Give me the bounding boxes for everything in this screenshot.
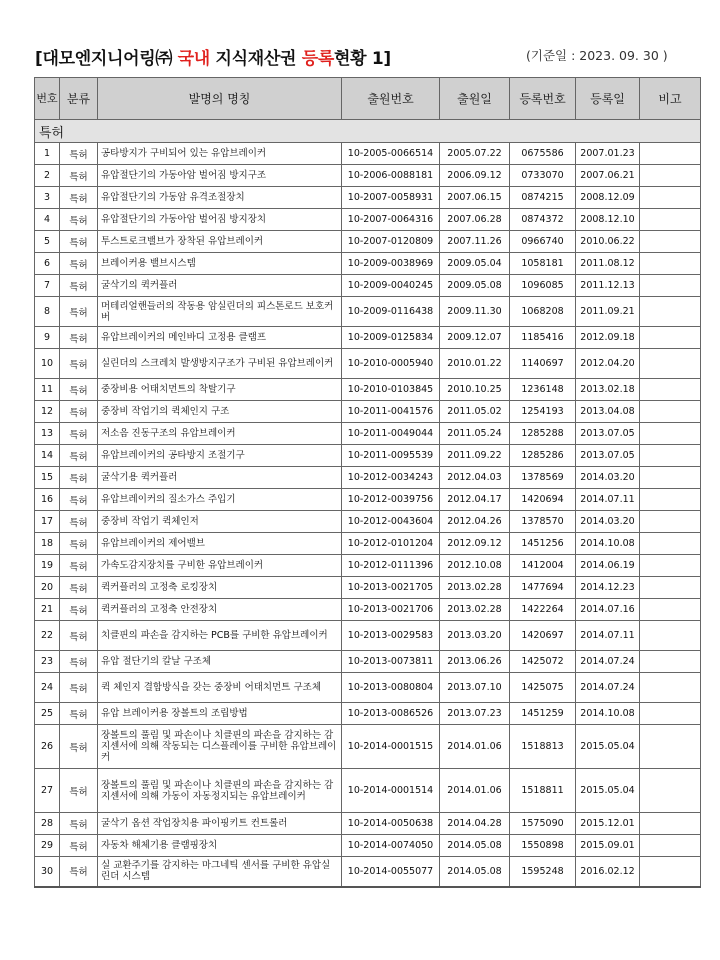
- col-header-no: 번호: [35, 78, 60, 120]
- cell-reg-date: 2013.02.18: [576, 379, 640, 401]
- cell-no: 16: [35, 489, 60, 511]
- cell-app-date: 2007.06.28: [440, 209, 510, 231]
- cell-type: 특허: [60, 703, 98, 725]
- table-row: [35, 725, 701, 769]
- cell-reg-no: 1518813: [510, 725, 576, 769]
- cell-app-no: 10-2014-0055077: [342, 857, 440, 887]
- cell-app-date: 2014.05.08: [440, 857, 510, 887]
- cell-note: [640, 187, 701, 209]
- cell-reg-date: 2010.06.22: [576, 231, 640, 253]
- table-row: [35, 231, 701, 253]
- category-label: 특허: [35, 120, 701, 143]
- cell-reg-no: 1425072: [510, 651, 576, 673]
- cell-reg-date: 2014.06.19: [576, 555, 640, 577]
- cell-no: 30: [35, 857, 60, 887]
- cell-reg-date: 2013.07.05: [576, 423, 640, 445]
- cell-reg-no: 1096085: [510, 275, 576, 297]
- cell-reg-no: 1140697: [510, 349, 576, 379]
- cell-app-no: 10-2013-0029583: [342, 621, 440, 651]
- cell-type: 특허: [60, 253, 98, 275]
- table-row: [35, 327, 701, 349]
- col-header-app-no: 출원번호: [342, 78, 440, 120]
- cell-app-date: 2013.07.23: [440, 703, 510, 725]
- table-row: [35, 253, 701, 275]
- patent-table: [34, 77, 701, 888]
- cell-reg-no: 0874372: [510, 209, 576, 231]
- cell-name: 굴삭기의 퀵커플러: [98, 275, 342, 297]
- cell-reg-date: 2011.09.21: [576, 297, 640, 327]
- cell-type: 특허: [60, 349, 98, 379]
- cell-note: [640, 165, 701, 187]
- cell-reg-date: 2014.12.23: [576, 577, 640, 599]
- cell-type: 특허: [60, 379, 98, 401]
- cell-no: 2: [35, 165, 60, 187]
- cell-reg-date: 2012.09.18: [576, 327, 640, 349]
- table-row: [35, 555, 701, 577]
- cell-type: 특허: [60, 555, 98, 577]
- cell-type: 특허: [60, 813, 98, 835]
- cell-reg-no: 0966740: [510, 231, 576, 253]
- cell-reg-date: 2008.12.09: [576, 187, 640, 209]
- table-row: [35, 209, 701, 231]
- cell-name: 유압브레이커의 메인바디 고정용 클램프: [98, 327, 342, 349]
- cell-name: 굴삭기용 퀵커플러: [98, 467, 342, 489]
- cell-app-date: 2009.05.04: [440, 253, 510, 275]
- col-header-reg-date: 등록일: [576, 78, 640, 120]
- table-row: [35, 673, 701, 703]
- cell-no: 5: [35, 231, 60, 253]
- cell-reg-date: 2014.07.24: [576, 673, 640, 703]
- cell-type: 특허: [60, 599, 98, 621]
- cell-app-no: 10-2009-0040245: [342, 275, 440, 297]
- cell-type: 특허: [60, 651, 98, 673]
- cell-reg-no: 1451259: [510, 703, 576, 725]
- cell-app-date: 2012.04.26: [440, 511, 510, 533]
- cell-app-date: 2009.05.08: [440, 275, 510, 297]
- cell-note: [640, 533, 701, 555]
- cell-no: 15: [35, 467, 60, 489]
- cell-app-date: 2012.09.12: [440, 533, 510, 555]
- cell-reg-no: 1378570: [510, 511, 576, 533]
- cell-note: [640, 599, 701, 621]
- cell-name: 가속도감지장치를 구비한 유압브레이커: [98, 555, 342, 577]
- cell-reg-no: 1285288: [510, 423, 576, 445]
- cell-reg-no: 1425075: [510, 673, 576, 703]
- cell-app-no: 10-2012-0034243: [342, 467, 440, 489]
- cell-app-no: 10-2013-0021706: [342, 599, 440, 621]
- cell-note: [640, 725, 701, 769]
- cell-reg-no: 1236148: [510, 379, 576, 401]
- cell-no: 7: [35, 275, 60, 297]
- cell-no: 10: [35, 349, 60, 379]
- cell-app-no: 10-2005-0066514: [342, 143, 440, 165]
- cell-name: 유압브레이커의 질소가스 주입기: [98, 489, 342, 511]
- cell-app-date: 2005.07.22: [440, 143, 510, 165]
- cell-no: 19: [35, 555, 60, 577]
- cell-reg-no: 1595248: [510, 857, 576, 887]
- cell-type: 특허: [60, 445, 98, 467]
- cell-app-no: 10-2013-0086526: [342, 703, 440, 725]
- cell-note: [640, 445, 701, 467]
- cell-note: [640, 327, 701, 349]
- table-row: [35, 275, 701, 297]
- table-row: [35, 835, 701, 857]
- table-row: [35, 857, 701, 887]
- cell-no: 28: [35, 813, 60, 835]
- cell-no: 18: [35, 533, 60, 555]
- cell-name: 투스트로크밸브가 장착된 유압브레이커: [98, 231, 342, 253]
- cell-app-no: 10-2012-0111396: [342, 555, 440, 577]
- cell-app-no: 10-2014-0001514: [342, 769, 440, 813]
- cell-app-date: 2013.02.28: [440, 599, 510, 621]
- cell-app-date: 2013.07.10: [440, 673, 510, 703]
- cell-note: [640, 857, 701, 887]
- cell-app-no: 10-2009-0038969: [342, 253, 440, 275]
- cell-app-no: 10-2009-0116438: [342, 297, 440, 327]
- cell-name: 중장비용 어태치먼트의 착탈기구: [98, 379, 342, 401]
- cell-reg-date: 2014.03.20: [576, 511, 640, 533]
- table-row: [35, 577, 701, 599]
- cell-note: [640, 703, 701, 725]
- cell-note: [640, 275, 701, 297]
- cell-reg-no: 1518811: [510, 769, 576, 813]
- cell-app-no: 10-2013-0073811: [342, 651, 440, 673]
- cell-app-date: 2014.05.08: [440, 835, 510, 857]
- cell-reg-date: 2014.07.16: [576, 599, 640, 621]
- title-part: [대모엔지니어링㈜: [35, 49, 178, 69]
- cell-reg-date: 2014.10.08: [576, 533, 640, 555]
- cell-type: 특허: [60, 577, 98, 599]
- cell-app-no: 10-2007-0064316: [342, 209, 440, 231]
- cell-app-date: 2012.04.03: [440, 467, 510, 489]
- cell-no: 22: [35, 621, 60, 651]
- table-row: [35, 467, 701, 489]
- cell-app-date: 2013.02.28: [440, 577, 510, 599]
- cell-reg-no: 1420694: [510, 489, 576, 511]
- table-row: [35, 489, 701, 511]
- cell-app-date: 2012.10.08: [440, 555, 510, 577]
- cell-reg-no: 1254193: [510, 401, 576, 423]
- cell-type: 특허: [60, 327, 98, 349]
- cell-no: 20: [35, 577, 60, 599]
- cell-no: 9: [35, 327, 60, 349]
- cell-app-no: 10-2010-0103845: [342, 379, 440, 401]
- cell-reg-date: 2014.07.11: [576, 489, 640, 511]
- cell-type: 특허: [60, 467, 98, 489]
- cell-no: 6: [35, 253, 60, 275]
- cell-app-no: 10-2014-0050638: [342, 813, 440, 835]
- cell-name: 머테리얼핸들러의 작동용 암실린더의 피스톤로드 보호커버: [98, 297, 342, 327]
- cell-reg-no: 1451256: [510, 533, 576, 555]
- cell-note: [640, 423, 701, 445]
- cell-app-no: 10-2013-0080804: [342, 673, 440, 703]
- cell-reg-no: 0733070: [510, 165, 576, 187]
- base-date: (기준일 : 2023. 09. 30 ): [526, 48, 668, 63]
- table-row: [35, 621, 701, 651]
- cell-reg-no: 1185416: [510, 327, 576, 349]
- cell-no: 1: [35, 143, 60, 165]
- cell-no: 11: [35, 379, 60, 401]
- cell-name: 실 교환주기를 감지하는 마그네틱 센서를 구비한 유압실린더 시스템: [98, 857, 342, 887]
- cell-no: 26: [35, 725, 60, 769]
- col-header-type: 분류: [60, 78, 98, 120]
- cell-note: [640, 253, 701, 275]
- cell-name: 유압브레이커의 제어밸브: [98, 533, 342, 555]
- cell-reg-date: 2015.12.01: [576, 813, 640, 835]
- cell-app-date: 2010.01.22: [440, 349, 510, 379]
- title-part: 현황 1]: [334, 49, 391, 69]
- cell-reg-date: 2007.06.21: [576, 165, 640, 187]
- table-row: [35, 651, 701, 673]
- cell-name: 장볼트의 풀림 및 파손이나 치클핀의 파손을 감지하는 감지센서에 의해 가동이 자동정지되는 유압브레이커: [98, 769, 342, 813]
- cell-app-no: 10-2014-0074050: [342, 835, 440, 857]
- cell-name: 브레이커용 밸브시스템: [98, 253, 342, 275]
- cell-no: 12: [35, 401, 60, 423]
- cell-type: 특허: [60, 209, 98, 231]
- cell-note: [640, 621, 701, 651]
- cell-type: 특허: [60, 511, 98, 533]
- cell-no: 4: [35, 209, 60, 231]
- table-row: [35, 423, 701, 445]
- cell-no: 13: [35, 423, 60, 445]
- table-row: [35, 813, 701, 835]
- cell-no: 21: [35, 599, 60, 621]
- cell-no: 17: [35, 511, 60, 533]
- cell-type: 특허: [60, 489, 98, 511]
- cell-app-date: 2006.09.12: [440, 165, 510, 187]
- cell-app-date: 2014.04.28: [440, 813, 510, 835]
- cell-app-date: 2009.12.07: [440, 327, 510, 349]
- table-row: [35, 599, 701, 621]
- cell-reg-date: 2013.07.05: [576, 445, 640, 467]
- table-header-row: [35, 78, 701, 120]
- cell-reg-date: 2008.12.10: [576, 209, 640, 231]
- cell-note: [640, 297, 701, 327]
- cell-app-no: 10-2006-0088181: [342, 165, 440, 187]
- cell-note: [640, 673, 701, 703]
- cell-note: [640, 209, 701, 231]
- cell-reg-date: 2013.04.08: [576, 401, 640, 423]
- cell-reg-no: 0874215: [510, 187, 576, 209]
- cell-no: 24: [35, 673, 60, 703]
- cell-name: 자동차 해체기용 클램핑장치: [98, 835, 342, 857]
- table-row: [35, 187, 701, 209]
- cell-reg-no: 1477694: [510, 577, 576, 599]
- cell-note: [640, 489, 701, 511]
- cell-type: 특허: [60, 187, 98, 209]
- cell-reg-date: 2016.02.12: [576, 857, 640, 887]
- cell-app-no: 10-2009-0125834: [342, 327, 440, 349]
- cell-type: 특허: [60, 621, 98, 651]
- table-row: [35, 511, 701, 533]
- cell-type: 특허: [60, 725, 98, 769]
- cell-note: [640, 143, 701, 165]
- cell-no: 8: [35, 297, 60, 327]
- table-row: [35, 379, 701, 401]
- cell-reg-date: 2015.05.04: [576, 725, 640, 769]
- table-row: [35, 533, 701, 555]
- cell-reg-no: 1420697: [510, 621, 576, 651]
- cell-type: 특허: [60, 165, 98, 187]
- cell-reg-date: 2015.09.01: [576, 835, 640, 857]
- col-header-reg-no: 등록번호: [510, 78, 576, 120]
- table-row: [35, 401, 701, 423]
- cell-app-no: 10-2011-0095539: [342, 445, 440, 467]
- cell-name: 장볼트의 풀림 및 파손이나 치클핀의 파손을 감지하는 감지센서에 의해 작동되는 디스플레이를 구비한 유압브레이커: [98, 725, 342, 769]
- cell-reg-no: 1575090: [510, 813, 576, 835]
- cell-note: [640, 651, 701, 673]
- page-title: [35, 44, 391, 69]
- cell-reg-date: 2014.03.20: [576, 467, 640, 489]
- cell-name: 유압절단기의 가동아암 벌어짐 방지구조: [98, 165, 342, 187]
- cell-app-date: 2011.05.24: [440, 423, 510, 445]
- cell-reg-no: 0675586: [510, 143, 576, 165]
- cell-reg-date: 2007.01.23: [576, 143, 640, 165]
- cell-no: 29: [35, 835, 60, 857]
- cell-reg-no: 1550898: [510, 835, 576, 857]
- cell-note: [640, 467, 701, 489]
- cell-name: 퀵커플러의 고정축 안전장치: [98, 599, 342, 621]
- cell-type: 특허: [60, 423, 98, 445]
- cell-name: 중장비 작업기 퀵체인저: [98, 511, 342, 533]
- cell-reg-date: 2014.07.24: [576, 651, 640, 673]
- cell-app-date: 2010.10.25: [440, 379, 510, 401]
- cell-app-date: 2014.01.06: [440, 725, 510, 769]
- cell-no: 23: [35, 651, 60, 673]
- table-row: [35, 297, 701, 327]
- cell-note: [640, 555, 701, 577]
- cell-type: 특허: [60, 857, 98, 887]
- cell-app-date: 2014.01.06: [440, 769, 510, 813]
- cell-type: 특허: [60, 401, 98, 423]
- cell-no: 3: [35, 187, 60, 209]
- cell-no: 27: [35, 769, 60, 813]
- cell-name: 유압절단기의 가동암 유격조절장치: [98, 187, 342, 209]
- cell-type: 특허: [60, 835, 98, 857]
- table-row: [35, 445, 701, 467]
- cell-no: 14: [35, 445, 60, 467]
- cell-reg-date: 2014.07.11: [576, 621, 640, 651]
- cell-reg-date: 2011.12.13: [576, 275, 640, 297]
- cell-name: 저소음 진동구조의 유압브레이커: [98, 423, 342, 445]
- cell-app-date: 2007.06.15: [440, 187, 510, 209]
- cell-note: [640, 577, 701, 599]
- cell-type: 특허: [60, 143, 98, 165]
- cell-reg-date: 2015.05.04: [576, 769, 640, 813]
- cell-app-date: 2013.06.26: [440, 651, 510, 673]
- cell-note: [640, 379, 701, 401]
- cell-note: [640, 401, 701, 423]
- table-row: [35, 165, 701, 187]
- cell-reg-date: 2011.08.12: [576, 253, 640, 275]
- cell-app-no: 10-2013-0021705: [342, 577, 440, 599]
- cell-note: [640, 231, 701, 253]
- col-header-name: 발명의 명칭: [98, 78, 342, 120]
- table-row: [35, 703, 701, 725]
- table-row: [35, 769, 701, 813]
- category-row: [35, 120, 701, 143]
- cell-app-no: 10-2012-0101204: [342, 533, 440, 555]
- cell-reg-no: 1058181: [510, 253, 576, 275]
- cell-type: 특허: [60, 275, 98, 297]
- cell-app-date: 2011.09.22: [440, 445, 510, 467]
- cell-reg-no: 1285286: [510, 445, 576, 467]
- col-header-note: 비고: [640, 78, 701, 120]
- cell-name: 퀵 체인지 결합방식을 갖는 중장비 어태치먼트 구조체: [98, 673, 342, 703]
- table-row: [35, 143, 701, 165]
- cell-app-no: 10-2012-0043604: [342, 511, 440, 533]
- cell-name: 실린더의 스크레치 발생방지구조가 구비된 유압브레이커: [98, 349, 342, 379]
- title-part: 지식재산권: [209, 49, 302, 69]
- cell-type: 특허: [60, 673, 98, 703]
- cell-name: 유압 절단기의 칼날 구조체: [98, 651, 342, 673]
- cell-reg-no: 1378569: [510, 467, 576, 489]
- cell-type: 특허: [60, 297, 98, 327]
- cell-reg-no: 1422264: [510, 599, 576, 621]
- cell-app-no: 10-2011-0041576: [342, 401, 440, 423]
- cell-app-date: 2011.05.02: [440, 401, 510, 423]
- cell-note: [640, 769, 701, 813]
- title-highlight-domestic: 국내: [177, 49, 210, 69]
- cell-name: 유압브레이커의 공타방지 조절기구: [98, 445, 342, 467]
- cell-note: [640, 511, 701, 533]
- title-highlight-registration: 등록: [301, 49, 335, 69]
- cell-app-no: 10-2014-0001515: [342, 725, 440, 769]
- cell-reg-date: 2012.04.20: [576, 349, 640, 379]
- cell-name: 중장비 작업기의 퀵체인지 구조: [98, 401, 342, 423]
- table-row: [35, 349, 701, 379]
- cell-note: [640, 835, 701, 857]
- cell-reg-no: 1412004: [510, 555, 576, 577]
- cell-app-date: 2012.04.17: [440, 489, 510, 511]
- cell-note: [640, 813, 701, 835]
- cell-name: 퀵커플러의 고정축 로킹장치: [98, 577, 342, 599]
- cell-type: 특허: [60, 533, 98, 555]
- cell-reg-date: 2014.10.08: [576, 703, 640, 725]
- col-header-app-date: 출원일: [440, 78, 510, 120]
- cell-name: 치클핀의 파손을 감지하는 PCB를 구비한 유압브레이커: [98, 621, 342, 651]
- cell-name: 유압 브레이커용 장볼트의 조립방법: [98, 703, 342, 725]
- cell-type: 특허: [60, 769, 98, 813]
- cell-app-date: 2009.11.30: [440, 297, 510, 327]
- cell-reg-no: 1068208: [510, 297, 576, 327]
- cell-no: 25: [35, 703, 60, 725]
- cell-name: 굴삭기 옵션 작업장치용 파이핑키트 컨트롤러: [98, 813, 342, 835]
- cell-app-no: 10-2012-0039756: [342, 489, 440, 511]
- cell-type: 특허: [60, 231, 98, 253]
- cell-app-no: 10-2010-0005940: [342, 349, 440, 379]
- cell-app-date: 2013.03.20: [440, 621, 510, 651]
- cell-app-no: 10-2007-0120809: [342, 231, 440, 253]
- cell-app-date: 2007.11.26: [440, 231, 510, 253]
- cell-app-no: 10-2011-0049044: [342, 423, 440, 445]
- cell-app-no: 10-2007-0058931: [342, 187, 440, 209]
- cell-name: 공타방지가 구비되어 있는 유압브레이커: [98, 143, 342, 165]
- cell-name: 유압절단기의 가동아암 벌어짐 방지장치: [98, 209, 342, 231]
- cell-note: [640, 349, 701, 379]
